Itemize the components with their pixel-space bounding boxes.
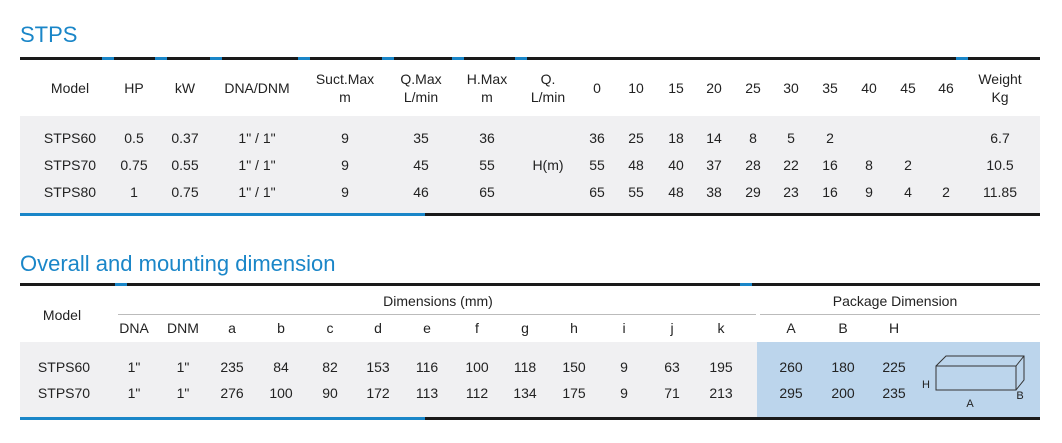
row-hp: 0.75 xyxy=(120,157,148,173)
row-dim-value: 1" xyxy=(176,359,190,375)
header-dim-col: g xyxy=(521,320,529,336)
header-package-dimension: Package Dimension xyxy=(832,293,958,309)
rule-accent xyxy=(115,283,127,286)
rule-accent xyxy=(740,283,752,286)
row-dim-value: 172 xyxy=(366,385,390,401)
row-head-value: 16 xyxy=(822,157,838,173)
row-dim-value: 90 xyxy=(322,385,338,401)
row-dim-value: 1" xyxy=(127,359,141,375)
row-head-value: 38 xyxy=(706,184,722,200)
row-head-value: 18 xyxy=(668,130,684,146)
row-head-value: 37 xyxy=(706,157,722,173)
row-head-value: 36 xyxy=(589,130,605,146)
header-dim-col: c xyxy=(326,320,334,336)
dims-title: Overall and mounting dimension xyxy=(20,251,336,276)
row-suct-max: 9 xyxy=(341,157,349,173)
header-flow: 45 xyxy=(900,80,916,96)
row-dim-value: 195 xyxy=(709,359,733,375)
row-dna-dnm: 1" / 1" xyxy=(238,130,276,146)
header-qmax-unit: L/min xyxy=(403,89,439,105)
row-head-value: 28 xyxy=(745,157,761,173)
dims-bottom-rule xyxy=(425,417,1040,420)
row-pkg-value: 225 xyxy=(882,359,906,375)
header-weight: Weight xyxy=(978,71,1022,87)
header-qmax: Q.Max xyxy=(400,71,442,87)
header-hp: HP xyxy=(124,80,144,96)
row-head-value: 29 xyxy=(745,184,761,200)
row-model: STPS80 xyxy=(43,184,97,200)
row-head-value: 14 xyxy=(706,130,722,146)
rule-accent xyxy=(102,57,114,60)
row-head-value: 9 xyxy=(865,184,873,200)
box-label-b: B xyxy=(1016,390,1024,402)
row-dim-value: 84 xyxy=(273,359,289,375)
row-head-value: 2 xyxy=(942,184,950,200)
header-dim-col: j xyxy=(670,320,674,336)
row-dim-value: 1" xyxy=(176,385,190,401)
header-dim-col: DNM xyxy=(167,320,199,336)
row-dim-value: 235 xyxy=(220,359,244,375)
header-model: Model xyxy=(50,80,90,96)
header-dna-dnm: DNA/DNM xyxy=(224,80,290,96)
row-head-value: 5 xyxy=(787,130,795,146)
header-dimensions: Dimensions (mm) xyxy=(383,293,493,309)
row-pkg-value: 180 xyxy=(831,359,855,375)
header-flow: 15 xyxy=(668,80,684,96)
row-dim-value: 175 xyxy=(562,385,586,401)
header-dim-col: d xyxy=(374,320,382,336)
rule-accent xyxy=(298,57,310,60)
row-model: STPS60 xyxy=(37,359,91,375)
row-head-value: 16 xyxy=(822,184,838,200)
row-weight: 6.7 xyxy=(990,130,1010,146)
header-flow: 10 xyxy=(628,80,644,96)
header-flow: 25 xyxy=(745,80,761,96)
row-hp: 0.5 xyxy=(124,130,144,146)
row-dim-value: 1" xyxy=(127,385,141,401)
dims-sub-rule xyxy=(118,314,756,315)
row-weight: 11.85 xyxy=(983,184,1017,200)
header-dim-col: h xyxy=(570,320,578,336)
header-model: Model xyxy=(42,307,82,323)
header-flow: 35 xyxy=(822,80,838,96)
row-head-value: 48 xyxy=(668,184,684,200)
header-pkg-col: H xyxy=(888,320,900,336)
row-head-value: 48 xyxy=(628,157,644,173)
row-kw: 0.37 xyxy=(171,130,199,146)
rule-accent xyxy=(210,57,222,60)
header-pkg-col: B xyxy=(838,320,848,336)
header-dim-col: DNA xyxy=(119,320,149,336)
dims-bottom-rule-accent xyxy=(20,417,425,420)
row-weight: 10.5 xyxy=(986,157,1014,173)
row-dna-dnm: 1" / 1" xyxy=(238,157,276,173)
row-dim-value: 71 xyxy=(664,385,680,401)
row-model: STPS60 xyxy=(43,130,97,146)
row-dim-value: 9 xyxy=(620,385,628,401)
row-head-value: 55 xyxy=(628,184,644,200)
row-qmax: 35 xyxy=(413,130,429,146)
header-pkg-col: A xyxy=(786,320,796,336)
row-dim-value: 63 xyxy=(664,359,680,375)
stps-title: STPS xyxy=(20,22,78,47)
header-suct-unit: m xyxy=(339,89,351,105)
dims-top-rule xyxy=(20,283,1040,286)
row-dim-value: 118 xyxy=(513,359,537,375)
header-dim-col: i xyxy=(622,320,626,336)
row-head-value: 8 xyxy=(865,157,873,173)
row-head-value: 65 xyxy=(589,184,605,200)
row-head-value: 25 xyxy=(628,130,644,146)
stps-bottom-rule xyxy=(425,213,1040,216)
row-head-value: 55 xyxy=(589,157,605,173)
header-hmax: H.Max xyxy=(466,71,508,87)
row-kw: 0.75 xyxy=(171,184,199,200)
row-dim-value: 82 xyxy=(322,359,338,375)
row-dim-value: 134 xyxy=(513,385,537,401)
header-flow: 20 xyxy=(706,80,722,96)
row-model: STPS70 xyxy=(43,157,97,173)
row-dim-value: 100 xyxy=(465,359,489,375)
row-head-value: 2 xyxy=(826,130,834,146)
header-suct-max: Suct.Max xyxy=(315,71,375,87)
rule-accent xyxy=(956,57,968,60)
row-head-value: 23 xyxy=(783,184,799,200)
row-head-value: 40 xyxy=(668,157,684,173)
row-kw: 0.55 xyxy=(171,157,199,173)
rule-accent xyxy=(452,57,464,60)
stps-bottom-rule-accent xyxy=(20,213,425,216)
header-q: Q. xyxy=(540,71,556,87)
row-hmax: 65 xyxy=(479,184,495,200)
stps-top-rule xyxy=(20,57,1040,60)
box-label-a: A xyxy=(966,398,974,410)
rule-accent xyxy=(515,57,527,60)
row-dim-value: 112 xyxy=(465,385,489,401)
rule-accent xyxy=(155,57,167,60)
row-pkg-value: 295 xyxy=(779,385,803,401)
rule-accent xyxy=(382,57,394,60)
header-dim-col: f xyxy=(475,320,479,336)
row-qmax: 45 xyxy=(413,157,429,173)
pkg-sub-rule xyxy=(760,314,1040,315)
row-dim-value: 113 xyxy=(415,385,439,401)
header-flow: 40 xyxy=(861,80,877,96)
row-qmax: 46 xyxy=(413,184,429,200)
row-head-value: 8 xyxy=(749,130,757,146)
row-dim-value: 276 xyxy=(220,385,244,401)
row-head-value: 2 xyxy=(904,157,912,173)
row-dim-value: 153 xyxy=(366,359,390,375)
row-head-value: 4 xyxy=(904,184,912,200)
header-flow: 46 xyxy=(938,80,954,96)
header-flow: 30 xyxy=(783,80,799,96)
row-hmax: 36 xyxy=(479,130,495,146)
row-dim-value: 213 xyxy=(709,385,733,401)
row-dim-value: 100 xyxy=(269,385,293,401)
header-dim-col: e xyxy=(423,320,431,336)
header-weight-unit: Kg xyxy=(991,89,1009,105)
header-hmax-unit: m xyxy=(481,89,493,105)
row-dim-value: 116 xyxy=(415,359,439,375)
header-flow: 0 xyxy=(593,80,601,96)
header-kw: kW xyxy=(174,80,196,96)
row-dim-value: 9 xyxy=(620,359,628,375)
row-hp: 1 xyxy=(130,184,138,200)
header-dim-col: k xyxy=(717,320,725,336)
row-dna-dnm: 1" / 1" xyxy=(238,184,276,200)
row-pkg-value: 260 xyxy=(779,359,803,375)
row-pkg-value: 235 xyxy=(882,385,906,401)
header-dim-col: a xyxy=(228,320,236,336)
row-dim-value: 150 xyxy=(562,359,586,375)
box-label-h: H xyxy=(922,379,930,391)
row-suct-max: 9 xyxy=(341,184,349,200)
row-hmax: 55 xyxy=(479,157,495,173)
row-suct-max: 9 xyxy=(341,130,349,146)
h-label: H(m) xyxy=(532,157,564,173)
row-model: STPS70 xyxy=(37,385,91,401)
row-pkg-value: 200 xyxy=(831,385,855,401)
header-q-unit: L/min xyxy=(530,89,566,105)
header-dim-col: b xyxy=(277,320,285,336)
row-head-value: 22 xyxy=(783,157,799,173)
